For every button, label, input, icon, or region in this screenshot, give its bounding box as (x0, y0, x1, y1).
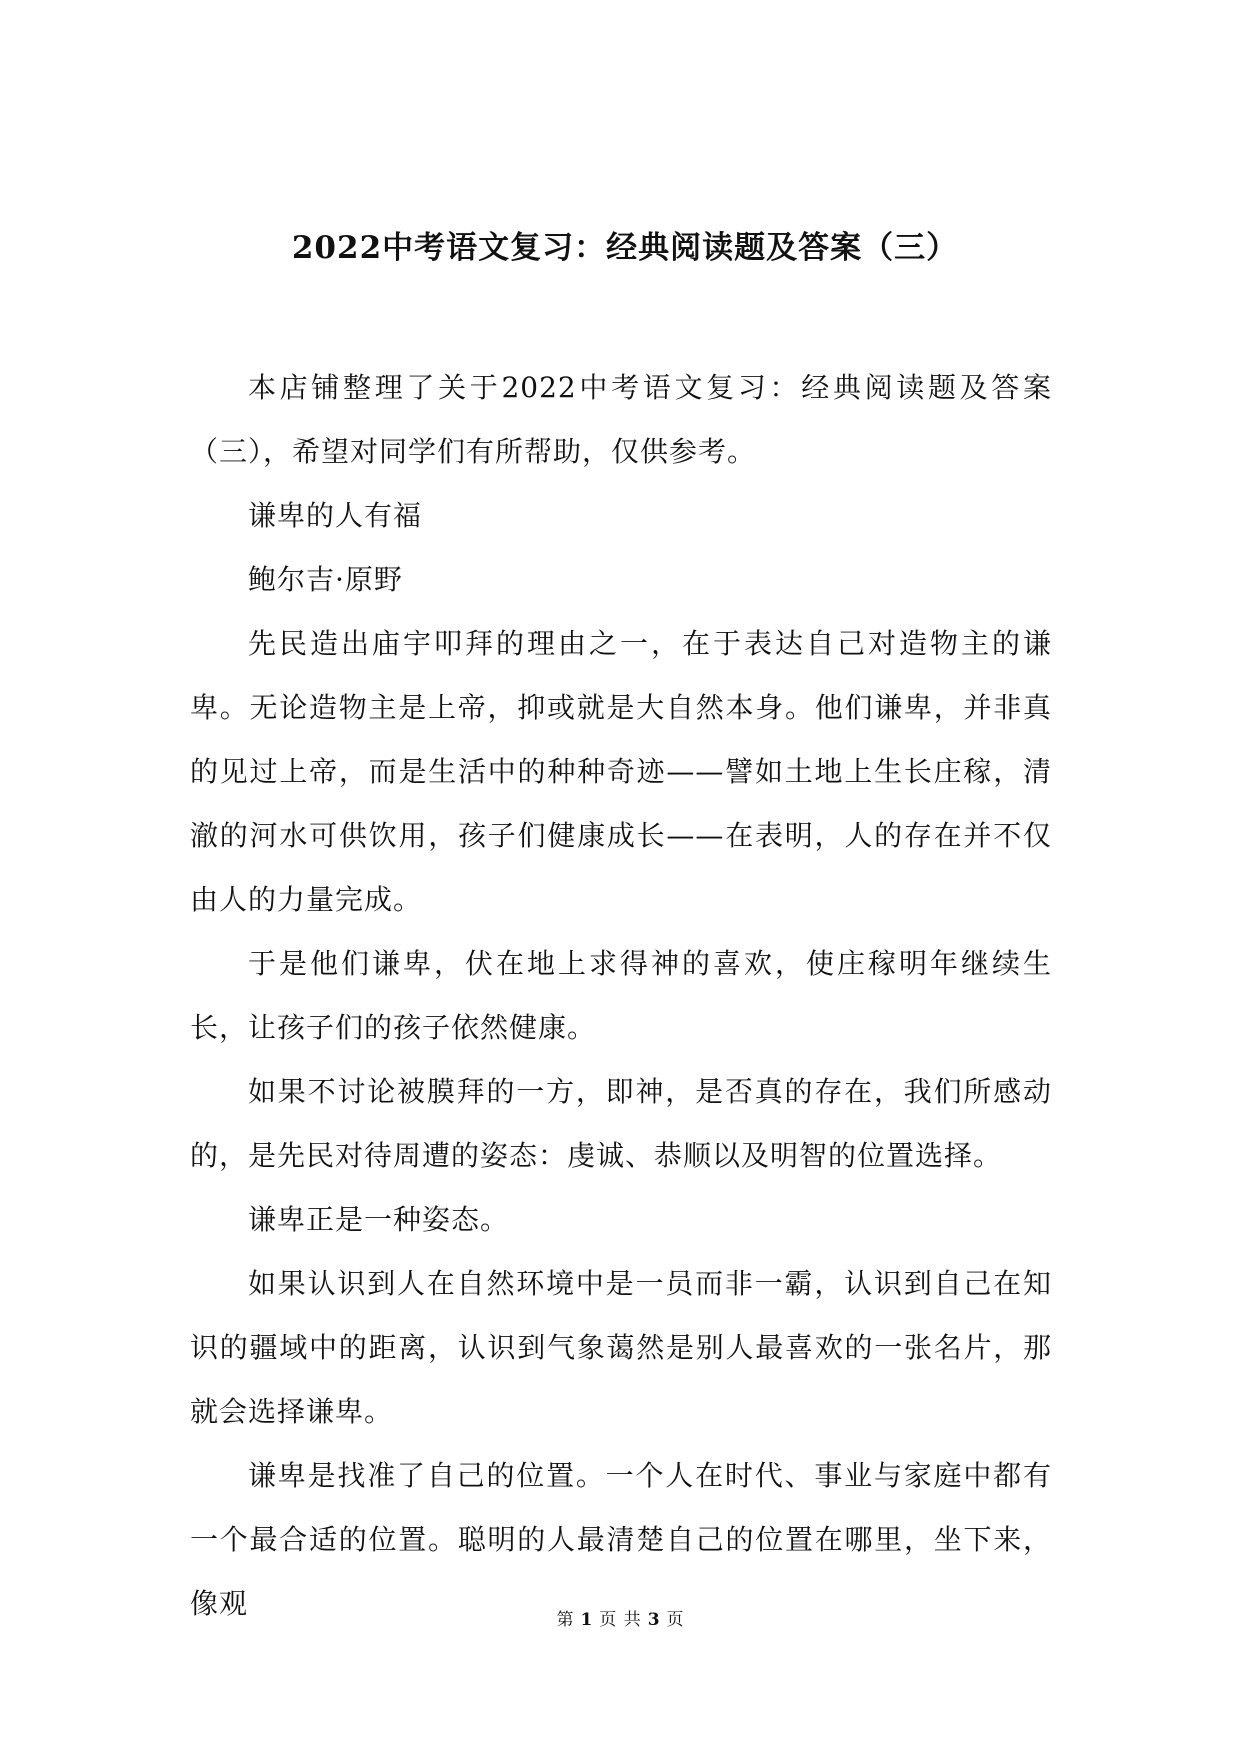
article-author: 鲍尔吉·原野 (248, 563, 403, 596)
document-body (190, 356, 1052, 1636)
document-title: 2022中考语文复习：经典阅读题及答案（三） (291, 230, 959, 266)
page-middle: 页 共 (599, 1610, 642, 1630)
body-paragraph: 于是他们谦卑，伏在地上求得神的喜欢，使庄稼明年继续生长，让孩子们的孩子依然健康。 (190, 947, 1052, 1044)
body-paragraph: 如果不讨论被膜拜的一方，即神，是否真的存在，我们所感动的，是先民对待周遭的姿态：虔诚、恭顺以及明智的位置选择。 (190, 1075, 1052, 1172)
page-prefix: 第 (556, 1610, 575, 1630)
intro-paragraph: 本店铺整理了关于2022中考语文复习：经典阅读题及答案（三），希望对同学们有所帮助，仅供参考。 (190, 371, 1052, 468)
total-pages-number: 3 (647, 1610, 661, 1630)
page-suffix: 页 (666, 1610, 685, 1630)
body-paragraph: 谦卑是找准了自己的位置。一个人在时代、事业与家庭中都有一个最合适的位置。聪明的人最清楚自己的位置在哪里，坐下来，像观 (190, 1459, 1052, 1620)
body-paragraph: 如果认识到人在自然环境中是一员而非一霸，认识到自己在知识的疆域中的距离，认识到气象蔼然是别人最喜欢的一张名片，那就会选择谦卑。 (190, 1267, 1052, 1428)
body-paragraph: 先民造出庙宇叩拜的理由之一，在于表达自己对造物主的谦卑。无论造物主是上帝，抑或就是大自然本身。他们谦卑，并非真的见过上帝，而是生活中的种种奇迹——譬如土地上生长庄稼，清澈的河水可供饮用，孩子们健康成长——在表明，人的存在并不仅由人的力量完成。 (190, 627, 1052, 916)
article-title: 谦卑的人有福 (248, 499, 423, 532)
body-paragraph: 谦卑正是一种姿态。 (248, 1203, 510, 1236)
current-page-number: 1 (580, 1610, 594, 1630)
page-footer (0, 1608, 1241, 1632)
